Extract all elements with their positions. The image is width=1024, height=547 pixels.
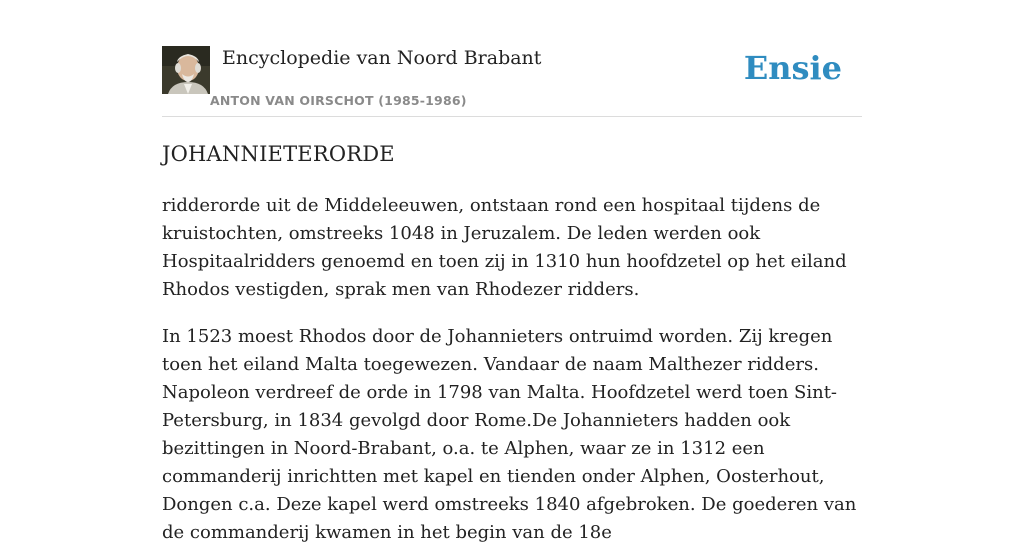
- author-name[interactable]: ANTON VAN OIRSCHOT (1985-1986): [210, 93, 467, 108]
- page-header: [162, 46, 862, 117]
- ensie-logo[interactable]: Ensie: [743, 49, 842, 87]
- author-portrait-icon: [162, 46, 210, 94]
- article-paragraph-1: ridderorde uit de Middeleeuwen, ontstaan rond een hospitaal tijdens de kruistochten, omstreeks 1048 in Jeruzalem. De leden werden ook Hospitaalridders genoemd en toen zij in 1310 hun hoofdzetel op het eiland Rhodos vestigden, sprak men van Rhodezer ridders.: [162, 195, 847, 300]
- article: [162, 138, 862, 547]
- article-title: JOHANNIETERORDE: [162, 142, 395, 166]
- author-avatar[interactable]: [162, 46, 210, 94]
- article-paragraph-2: In 1523 moest Rhodos door de Johannieters ontruimd worden. Zij kregen toen het eiland Malta toegewezen. Vandaar de naam Malthezer ridders. Napoleon verdreef de orde in 1798 van Malta. Hoofdzetel werd toen Sint-Petersburg, in 1834 gevolgd door Rome.De Johannieters hadden ook bezittingen in Noord-Brabant, o.a. te Alphen, waar ze in 1312 een commanderij inrichtten met kapel en tienden onder Alphen, Oosterhout, Dongen c.a. Deze kapel werd omstreeks 1840 afgebroken. De goederen van de commanderij kwamen in het begin van de 18e: [162, 326, 857, 543]
- book-title[interactable]: Encyclopedie van Noord Brabant: [222, 47, 542, 69]
